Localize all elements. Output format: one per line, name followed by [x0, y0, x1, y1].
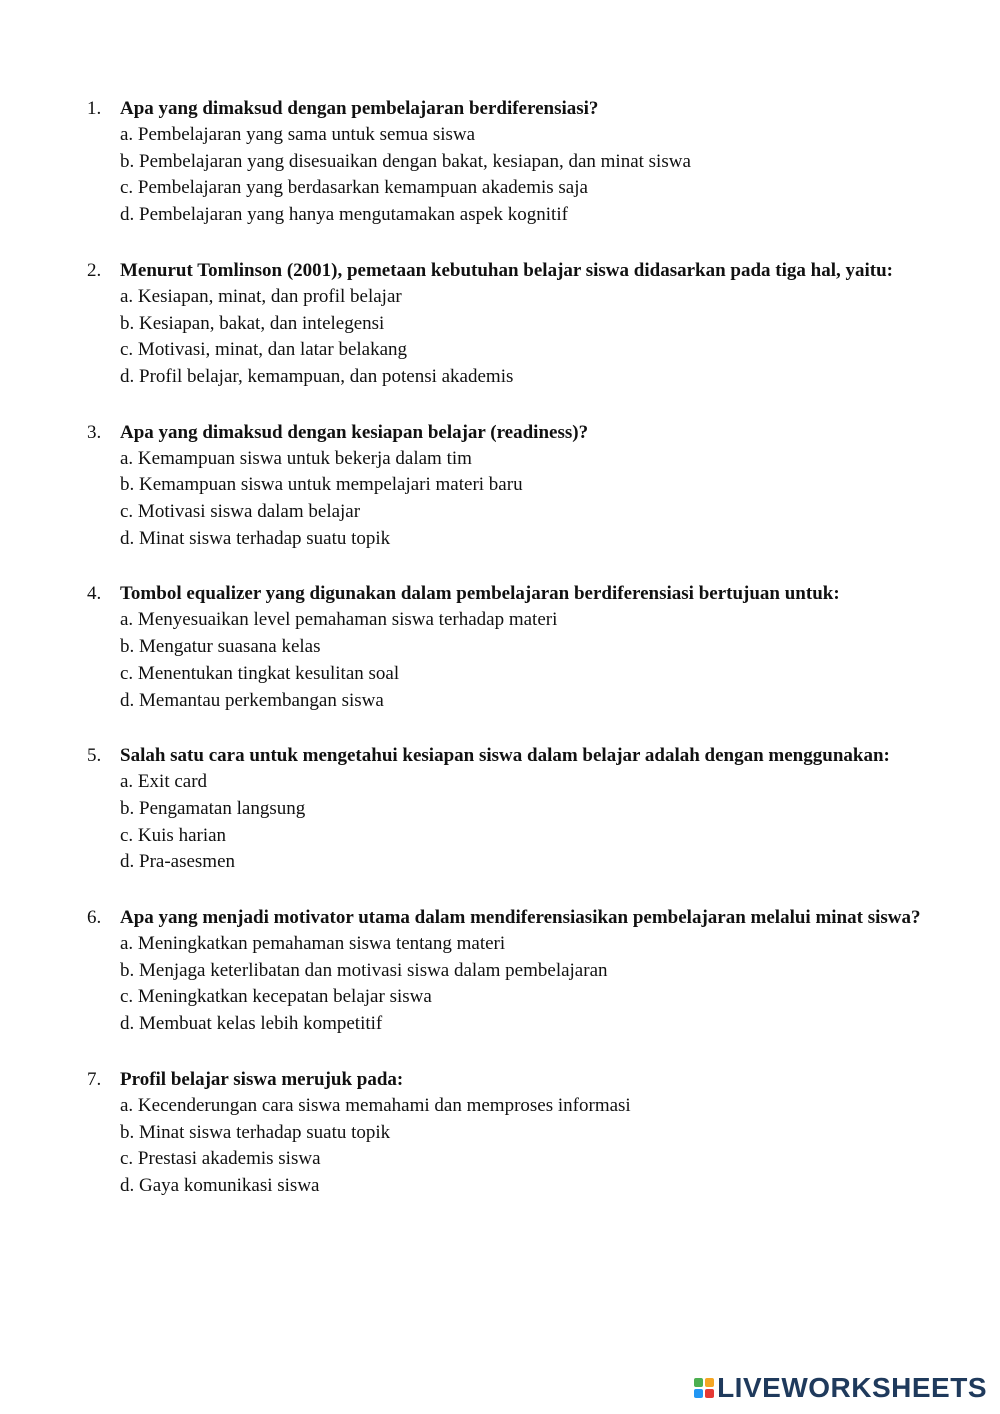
option-list: [120, 446, 967, 553]
option-b[interactable]: b. Pembelajaran yang disesuaikan dengan bakat, kesiapan, dan minat siswa: [120, 150, 691, 172]
option-b[interactable]: b. Kemampuan siswa untuk mempelajari materi baru: [120, 474, 523, 496]
option-c[interactable]: c. Motivasi, minat, dan latar belakang: [120, 339, 408, 361]
option-list: [120, 931, 967, 1038]
option-c[interactable]: c. Menentukan tingkat kesulitan soal: [120, 662, 400, 684]
option-d[interactable]: d. Pembelajaran yang hanya mengutamakan aspek kognitif: [120, 204, 568, 226]
question-text: Menurut Tomlinson (2001), pemetaan kebutuhan belajar siswa didasarkan pada tiga hal, yaitu:: [120, 259, 893, 281]
option-d[interactable]: d. Memantau perkembangan siswa: [120, 689, 384, 711]
logo-text: LIVEWORKSHEETS: [717, 1372, 987, 1403]
option-c[interactable]: c. Kuis harian: [120, 824, 227, 846]
option-c[interactable]: c. Motivasi siswa dalam belajar: [120, 501, 361, 523]
option-list: [120, 607, 967, 714]
question-1: [87, 95, 967, 229]
option-c[interactable]: c. Prestasi akademis siswa: [120, 1148, 321, 1170]
option-c[interactable]: c. Pembelajaran yang berdasarkan kemampuan akademis saja: [120, 177, 588, 199]
option-a[interactable]: a. Meningkatkan pemahaman siswa tentang materi: [120, 933, 506, 955]
logo-tile-icon: [694, 1378, 703, 1387]
question-number: 1.: [87, 98, 102, 119]
option-list: [120, 122, 967, 229]
question-number: 3.: [87, 421, 102, 443]
option-a[interactable]: a. Kecenderungan cara siswa memahami dan memproses informasi: [120, 1094, 631, 1116]
option-b[interactable]: b. Kesiapan, bakat, dan intelegensi: [120, 312, 385, 334]
question-5: [87, 742, 967, 876]
option-list: [120, 284, 967, 391]
option-list: [120, 769, 967, 876]
question-text: Salah satu cara untuk mengetahui kesiapan siswa dalam belajar adalah dengan menggunakan:: [120, 745, 890, 767]
option-d[interactable]: d. Pra-asesmen: [120, 851, 236, 873]
logo-tile-icon: [694, 1389, 703, 1398]
option-a[interactable]: a. Menyesuaikan level pemahaman siswa terhadap materi: [120, 609, 558, 631]
option-d[interactable]: d. Minat siswa terhadap suatu topik: [120, 527, 391, 549]
question-6: [87, 904, 967, 1038]
logo-tile-icon: [705, 1378, 714, 1387]
quiz-list: [87, 95, 967, 1228]
question-number: 7.: [87, 1068, 102, 1090]
option-list: [120, 1093, 967, 1200]
question-text: Apa yang menjadi motivator utama dalam mendiferensiasikan pembelajaran melalui minat siswa?: [120, 907, 921, 929]
option-d[interactable]: d. Profil belajar, kemampuan, dan potensi akademis: [120, 365, 514, 387]
question-number: 5.: [87, 745, 102, 767]
question-4: [87, 580, 967, 714]
option-b[interactable]: b. Menjaga keterlibatan dan motivasi siswa dalam pembelajaran: [120, 959, 608, 981]
logo-mark-icon: [694, 1378, 714, 1398]
option-d[interactable]: d. Gaya komunikasi siswa: [120, 1174, 320, 1196]
question-text: Profil belajar siswa merujuk pada:: [120, 1068, 404, 1090]
question-7: [87, 1066, 967, 1200]
option-a[interactable]: a. Kesiapan, minat, dan profil belajar: [120, 285, 402, 307]
question-text: Tombol equalizer yang digunakan dalam pembelajaran berdiferensiasi bertujuan untuk:: [120, 583, 840, 605]
question-number: 6.: [87, 907, 102, 929]
option-d[interactable]: d. Membuat kelas lebih kompetitif: [120, 1013, 383, 1035]
option-b[interactable]: b. Pengamatan langsung: [120, 797, 306, 819]
option-a[interactable]: a. Kemampuan siswa untuk bekerja dalam tim: [120, 447, 472, 469]
option-b[interactable]: b. Mengatur suasana kelas: [120, 636, 321, 658]
question-number: 2.: [87, 259, 102, 281]
question-text: Apa yang dimaksud dengan kesiapan belajar (readiness)?: [120, 421, 589, 443]
option-a[interactable]: a. Pembelajaran yang sama untuk semua siswa: [120, 124, 476, 145]
option-a[interactable]: a. Exit card: [120, 771, 208, 793]
option-b[interactable]: b. Minat siswa terhadap suatu topik: [120, 1121, 391, 1143]
question-2: [87, 257, 967, 391]
question-3: [87, 419, 967, 553]
logo-tile-icon: [705, 1389, 714, 1398]
liveworksheets-logo: [694, 1372, 987, 1404]
option-c[interactable]: c. Meningkatkan kecepatan belajar siswa: [120, 986, 432, 1008]
question-number: 4.: [87, 583, 102, 605]
question-text: Apa yang dimaksud dengan pembelajaran berdiferensiasi?: [120, 98, 599, 119]
